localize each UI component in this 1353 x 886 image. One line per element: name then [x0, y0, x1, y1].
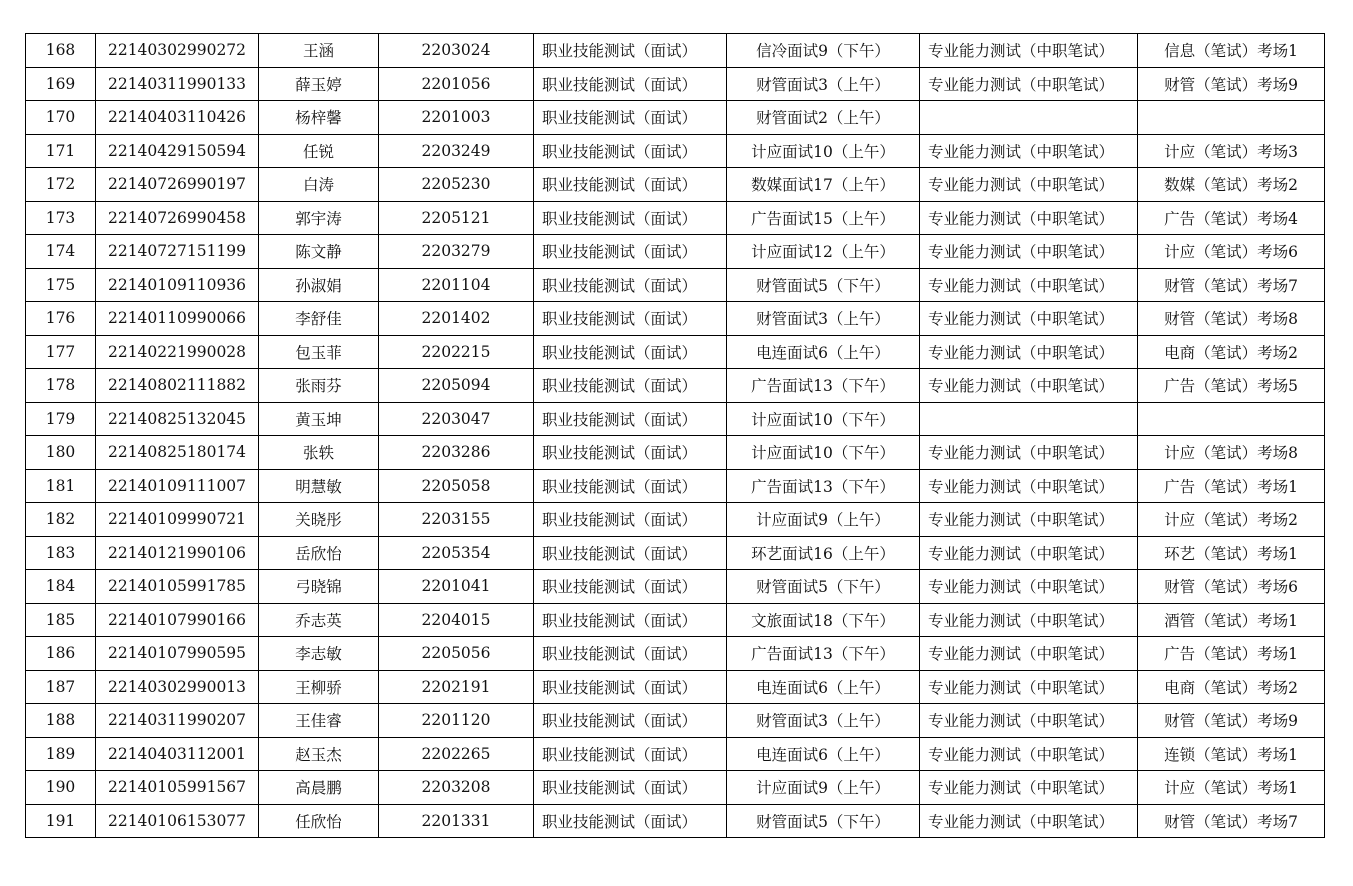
written-exam-room-cell: 计应（笔试）考场1	[1138, 771, 1325, 805]
exam-type-cell: 职业技能测试（面试）	[534, 134, 727, 168]
written-test-type-cell	[920, 101, 1138, 135]
written-exam-room-cell: 财管（笔试）考场8	[1138, 302, 1325, 336]
registration-number-cell: 22140825132045	[96, 402, 259, 436]
candidate-id-cell: 2203047	[379, 402, 534, 436]
exam-type-cell: 职业技能测试（面试）	[534, 570, 727, 604]
exam-type-cell: 职业技能测试（面试）	[534, 268, 727, 302]
name-cell: 赵玉杰	[259, 737, 379, 771]
registration-number-cell: 22140107990166	[96, 603, 259, 637]
registration-number-cell: 22140802111882	[96, 369, 259, 403]
registration-number-cell: 22140403110426	[96, 101, 259, 135]
row-number-cell: 183	[26, 536, 96, 570]
table-row	[26, 369, 1325, 403]
row-number-cell: 177	[26, 335, 96, 369]
candidate-id-cell: 2202265	[379, 737, 534, 771]
interview-session-cell: 广告面试15（上午）	[727, 201, 920, 235]
row-number-cell: 174	[26, 235, 96, 269]
written-test-type-cell	[920, 402, 1138, 436]
written-exam-room-cell: 连锁（笔试）考场1	[1138, 737, 1325, 771]
registration-number-cell: 22140109111007	[96, 469, 259, 503]
row-number-cell: 171	[26, 134, 96, 168]
interview-session-cell: 电连面试6（上午）	[727, 737, 920, 771]
row-number-cell: 185	[26, 603, 96, 637]
interview-session-cell: 广告面试13（下午）	[727, 637, 920, 671]
candidate-id-cell: 2203155	[379, 503, 534, 537]
table-row	[26, 235, 1325, 269]
written-exam-room-cell: 财管（笔试）考场9	[1138, 704, 1325, 738]
row-number-cell: 176	[26, 302, 96, 336]
interview-session-cell: 计应面试10（下午）	[727, 436, 920, 470]
exam-type-cell: 职业技能测试（面试）	[534, 536, 727, 570]
row-number-cell: 190	[26, 771, 96, 805]
candidate-id-cell: 2205094	[379, 369, 534, 403]
exam-type-cell: 职业技能测试（面试）	[534, 737, 727, 771]
table-row	[26, 804, 1325, 838]
interview-session-cell: 计应面试9（上午）	[727, 771, 920, 805]
name-cell: 高晨鹏	[259, 771, 379, 805]
table-row	[26, 637, 1325, 671]
written-test-type-cell: 专业能力测试（中职笔试）	[920, 34, 1138, 68]
interview-session-cell: 电连面试6（上午）	[727, 670, 920, 704]
table-body	[26, 34, 1325, 838]
row-number-cell: 191	[26, 804, 96, 838]
name-cell: 孙淑娟	[259, 268, 379, 302]
table-row	[26, 771, 1325, 805]
candidate-id-cell: 2205230	[379, 168, 534, 202]
written-test-type-cell: 专业能力测试（中职笔试）	[920, 201, 1138, 235]
row-number-cell: 179	[26, 402, 96, 436]
row-number-cell: 169	[26, 67, 96, 101]
name-cell: 李舒佳	[259, 302, 379, 336]
row-number-cell: 170	[26, 101, 96, 135]
registration-number-cell: 22140105991785	[96, 570, 259, 604]
written-exam-room-cell: 广告（笔试）考场4	[1138, 201, 1325, 235]
row-number-cell: 180	[26, 436, 96, 470]
table-row	[26, 436, 1325, 470]
exam-type-cell: 职业技能测试（面试）	[534, 235, 727, 269]
written-exam-room-cell: 计应（笔试）考场3	[1138, 134, 1325, 168]
written-test-type-cell: 专业能力测试（中职笔试）	[920, 536, 1138, 570]
name-cell: 王柳骄	[259, 670, 379, 704]
candidate-id-cell: 2201003	[379, 101, 534, 135]
written-exam-room-cell: 计应（笔试）考场6	[1138, 235, 1325, 269]
name-cell: 陈文静	[259, 235, 379, 269]
name-cell: 白涛	[259, 168, 379, 202]
candidate-id-cell: 2204015	[379, 603, 534, 637]
written-exam-room-cell: 财管（笔试）考场7	[1138, 268, 1325, 302]
exam-type-cell: 职业技能测试（面试）	[534, 369, 727, 403]
registration-number-cell: 22140726990197	[96, 168, 259, 202]
exam-type-cell: 职业技能测试（面试）	[534, 771, 727, 805]
candidate-id-cell: 2205058	[379, 469, 534, 503]
written-test-type-cell: 专业能力测试（中职笔试）	[920, 335, 1138, 369]
written-test-type-cell: 专业能力测试（中职笔试）	[920, 704, 1138, 738]
registration-number-cell: 22140121990106	[96, 536, 259, 570]
written-test-type-cell: 专业能力测试（中职笔试）	[920, 503, 1138, 537]
interview-session-cell: 广告面试13（下午）	[727, 469, 920, 503]
table-row	[26, 737, 1325, 771]
table-row	[26, 34, 1325, 68]
name-cell: 明慧敏	[259, 469, 379, 503]
candidate-id-cell: 2205354	[379, 536, 534, 570]
exam-type-cell: 职业技能测试（面试）	[534, 637, 727, 671]
table-row	[26, 402, 1325, 436]
written-test-type-cell: 专业能力测试（中职笔试）	[920, 603, 1138, 637]
table-row	[26, 134, 1325, 168]
name-cell: 杨梓馨	[259, 101, 379, 135]
registration-number-cell: 22140302990272	[96, 34, 259, 68]
written-exam-room-cell: 广告（笔试）考场1	[1138, 637, 1325, 671]
registration-number-cell: 22140107990595	[96, 637, 259, 671]
registration-number-cell: 22140105991567	[96, 771, 259, 805]
registration-number-cell: 22140429150594	[96, 134, 259, 168]
table-row	[26, 469, 1325, 503]
table-row	[26, 302, 1325, 336]
written-exam-room-cell: 环艺（笔试）考场1	[1138, 536, 1325, 570]
row-number-cell: 186	[26, 637, 96, 671]
registration-number-cell: 22140311990207	[96, 704, 259, 738]
interview-session-cell: 环艺面试16（上午）	[727, 536, 920, 570]
name-cell: 任欣怡	[259, 804, 379, 838]
written-test-type-cell: 专业能力测试（中职笔试）	[920, 737, 1138, 771]
row-number-cell: 187	[26, 670, 96, 704]
table-row	[26, 67, 1325, 101]
written-exam-room-cell: 广告（笔试）考场5	[1138, 369, 1325, 403]
interview-session-cell: 财管面试3（上午）	[727, 67, 920, 101]
table-row	[26, 536, 1325, 570]
row-number-cell: 175	[26, 268, 96, 302]
exam-type-cell: 职业技能测试（面试）	[534, 704, 727, 738]
interview-session-cell: 财管面试3（上午）	[727, 302, 920, 336]
exam-type-cell: 职业技能测试（面试）	[534, 101, 727, 135]
registration-number-cell: 22140110990066	[96, 302, 259, 336]
row-number-cell: 168	[26, 34, 96, 68]
exam-type-cell: 职业技能测试（面试）	[534, 503, 727, 537]
registration-number-cell: 22140403112001	[96, 737, 259, 771]
interview-session-cell: 信冷面试9（下午）	[727, 34, 920, 68]
written-exam-room-cell: 酒管（笔试）考场1	[1138, 603, 1325, 637]
interview-session-cell: 计应面试9（上午）	[727, 503, 920, 537]
interview-session-cell: 财管面试5（下午）	[727, 570, 920, 604]
candidate-id-cell: 2202191	[379, 670, 534, 704]
written-exam-room-cell: 电商（笔试）考场2	[1138, 335, 1325, 369]
row-number-cell: 182	[26, 503, 96, 537]
written-exam-room-cell: 计应（笔试）考场8	[1138, 436, 1325, 470]
table-row	[26, 704, 1325, 738]
exam-type-cell: 职业技能测试（面试）	[534, 804, 727, 838]
candidate-id-cell: 2201120	[379, 704, 534, 738]
written-exam-room-cell: 财管（笔试）考场6	[1138, 570, 1325, 604]
exam-type-cell: 职业技能测试（面试）	[534, 469, 727, 503]
table-row	[26, 268, 1325, 302]
written-test-type-cell: 专业能力测试（中职笔试）	[920, 67, 1138, 101]
name-cell: 包玉菲	[259, 335, 379, 369]
name-cell: 郭宇涛	[259, 201, 379, 235]
registration-number-cell: 22140106153077	[96, 804, 259, 838]
name-cell: 李志敏	[259, 637, 379, 671]
table-row	[26, 503, 1325, 537]
row-number-cell: 184	[26, 570, 96, 604]
written-exam-room-cell	[1138, 402, 1325, 436]
written-exam-room-cell: 信息（笔试）考场1	[1138, 34, 1325, 68]
exam-schedule-table	[25, 33, 1325, 838]
candidate-id-cell: 2203024	[379, 34, 534, 68]
written-test-type-cell: 专业能力测试（中职笔试）	[920, 771, 1138, 805]
written-test-type-cell: 专业能力测试（中职笔试）	[920, 235, 1138, 269]
table-row	[26, 101, 1325, 135]
written-exam-room-cell	[1138, 101, 1325, 135]
name-cell: 岳欣怡	[259, 536, 379, 570]
table-row	[26, 570, 1325, 604]
written-test-type-cell: 专业能力测试（中职笔试）	[920, 570, 1138, 604]
interview-session-cell: 财管面试3（上午）	[727, 704, 920, 738]
registration-number-cell: 22140302990013	[96, 670, 259, 704]
table-row	[26, 670, 1325, 704]
interview-session-cell: 财管面试5（下午）	[727, 268, 920, 302]
interview-session-cell: 计应面试12（上午）	[727, 235, 920, 269]
registration-number-cell: 22140109990721	[96, 503, 259, 537]
name-cell: 张轶	[259, 436, 379, 470]
name-cell: 弓晓锦	[259, 570, 379, 604]
name-cell: 张雨芬	[259, 369, 379, 403]
interview-session-cell: 数媒面试17（上午）	[727, 168, 920, 202]
candidate-id-cell: 2202215	[379, 335, 534, 369]
table-row	[26, 335, 1325, 369]
written-test-type-cell: 专业能力测试（中职笔试）	[920, 670, 1138, 704]
registration-number-cell: 22140825180174	[96, 436, 259, 470]
written-test-type-cell: 专业能力测试（中职笔试）	[920, 637, 1138, 671]
registration-number-cell: 22140727151199	[96, 235, 259, 269]
exam-type-cell: 职业技能测试（面试）	[534, 436, 727, 470]
written-test-type-cell: 专业能力测试（中职笔试）	[920, 268, 1138, 302]
exam-type-cell: 职业技能测试（面试）	[534, 34, 727, 68]
candidate-id-cell: 2201056	[379, 67, 534, 101]
name-cell: 王涵	[259, 34, 379, 68]
written-exam-room-cell: 数媒（笔试）考场2	[1138, 168, 1325, 202]
table-row	[26, 168, 1325, 202]
candidate-id-cell: 2205056	[379, 637, 534, 671]
candidate-id-cell: 2203279	[379, 235, 534, 269]
registration-number-cell: 22140726990458	[96, 201, 259, 235]
registration-number-cell: 22140109110936	[96, 268, 259, 302]
name-cell: 关晓彤	[259, 503, 379, 537]
candidate-id-cell: 2205121	[379, 201, 534, 235]
candidate-id-cell: 2201331	[379, 804, 534, 838]
name-cell: 薛玉婷	[259, 67, 379, 101]
name-cell: 任锐	[259, 134, 379, 168]
written-exam-room-cell: 财管（笔试）考场9	[1138, 67, 1325, 101]
table-row	[26, 603, 1325, 637]
exam-type-cell: 职业技能测试（面试）	[534, 402, 727, 436]
row-number-cell: 178	[26, 369, 96, 403]
exam-type-cell: 职业技能测试（面试）	[534, 168, 727, 202]
registration-number-cell: 22140311990133	[96, 67, 259, 101]
interview-session-cell: 计应面试10（下午）	[727, 402, 920, 436]
name-cell: 王佳睿	[259, 704, 379, 738]
interview-session-cell: 财管面试5（下午）	[727, 804, 920, 838]
interview-session-cell: 计应面试10（上午）	[727, 134, 920, 168]
candidate-id-cell: 2203286	[379, 436, 534, 470]
candidate-id-cell: 2203208	[379, 771, 534, 805]
written-exam-room-cell: 财管（笔试）考场7	[1138, 804, 1325, 838]
exam-type-cell: 职业技能测试（面试）	[534, 67, 727, 101]
written-exam-room-cell: 广告（笔试）考场1	[1138, 469, 1325, 503]
written-test-type-cell: 专业能力测试（中职笔试）	[920, 168, 1138, 202]
candidate-id-cell: 2201041	[379, 570, 534, 604]
row-number-cell: 172	[26, 168, 96, 202]
exam-type-cell: 职业技能测试（面试）	[534, 201, 727, 235]
candidate-id-cell: 2203249	[379, 134, 534, 168]
row-number-cell: 189	[26, 737, 96, 771]
interview-session-cell: 广告面试13（下午）	[727, 369, 920, 403]
row-number-cell: 173	[26, 201, 96, 235]
interview-session-cell: 电连面试6（上午）	[727, 335, 920, 369]
registration-number-cell: 22140221990028	[96, 335, 259, 369]
written-test-type-cell: 专业能力测试（中职笔试）	[920, 302, 1138, 336]
written-test-type-cell: 专业能力测试（中职笔试）	[920, 436, 1138, 470]
candidate-id-cell: 2201402	[379, 302, 534, 336]
candidate-id-cell: 2201104	[379, 268, 534, 302]
name-cell: 黄玉坤	[259, 402, 379, 436]
row-number-cell: 188	[26, 704, 96, 738]
interview-session-cell: 财管面试2（上午）	[727, 101, 920, 135]
row-number-cell: 181	[26, 469, 96, 503]
table-row	[26, 201, 1325, 235]
written-test-type-cell: 专业能力测试（中职笔试）	[920, 804, 1138, 838]
written-test-type-cell: 专业能力测试（中职笔试）	[920, 369, 1138, 403]
exam-type-cell: 职业技能测试（面试）	[534, 603, 727, 637]
written-test-type-cell: 专业能力测试（中职笔试）	[920, 134, 1138, 168]
exam-type-cell: 职业技能测试（面试）	[534, 335, 727, 369]
interview-session-cell: 文旅面试18（下午）	[727, 603, 920, 637]
written-exam-room-cell: 电商（笔试）考场2	[1138, 670, 1325, 704]
exam-type-cell: 职业技能测试（面试）	[534, 670, 727, 704]
name-cell: 乔志英	[259, 603, 379, 637]
exam-type-cell: 职业技能测试（面试）	[534, 302, 727, 336]
written-test-type-cell: 专业能力测试（中职笔试）	[920, 469, 1138, 503]
written-exam-room-cell: 计应（笔试）考场2	[1138, 503, 1325, 537]
